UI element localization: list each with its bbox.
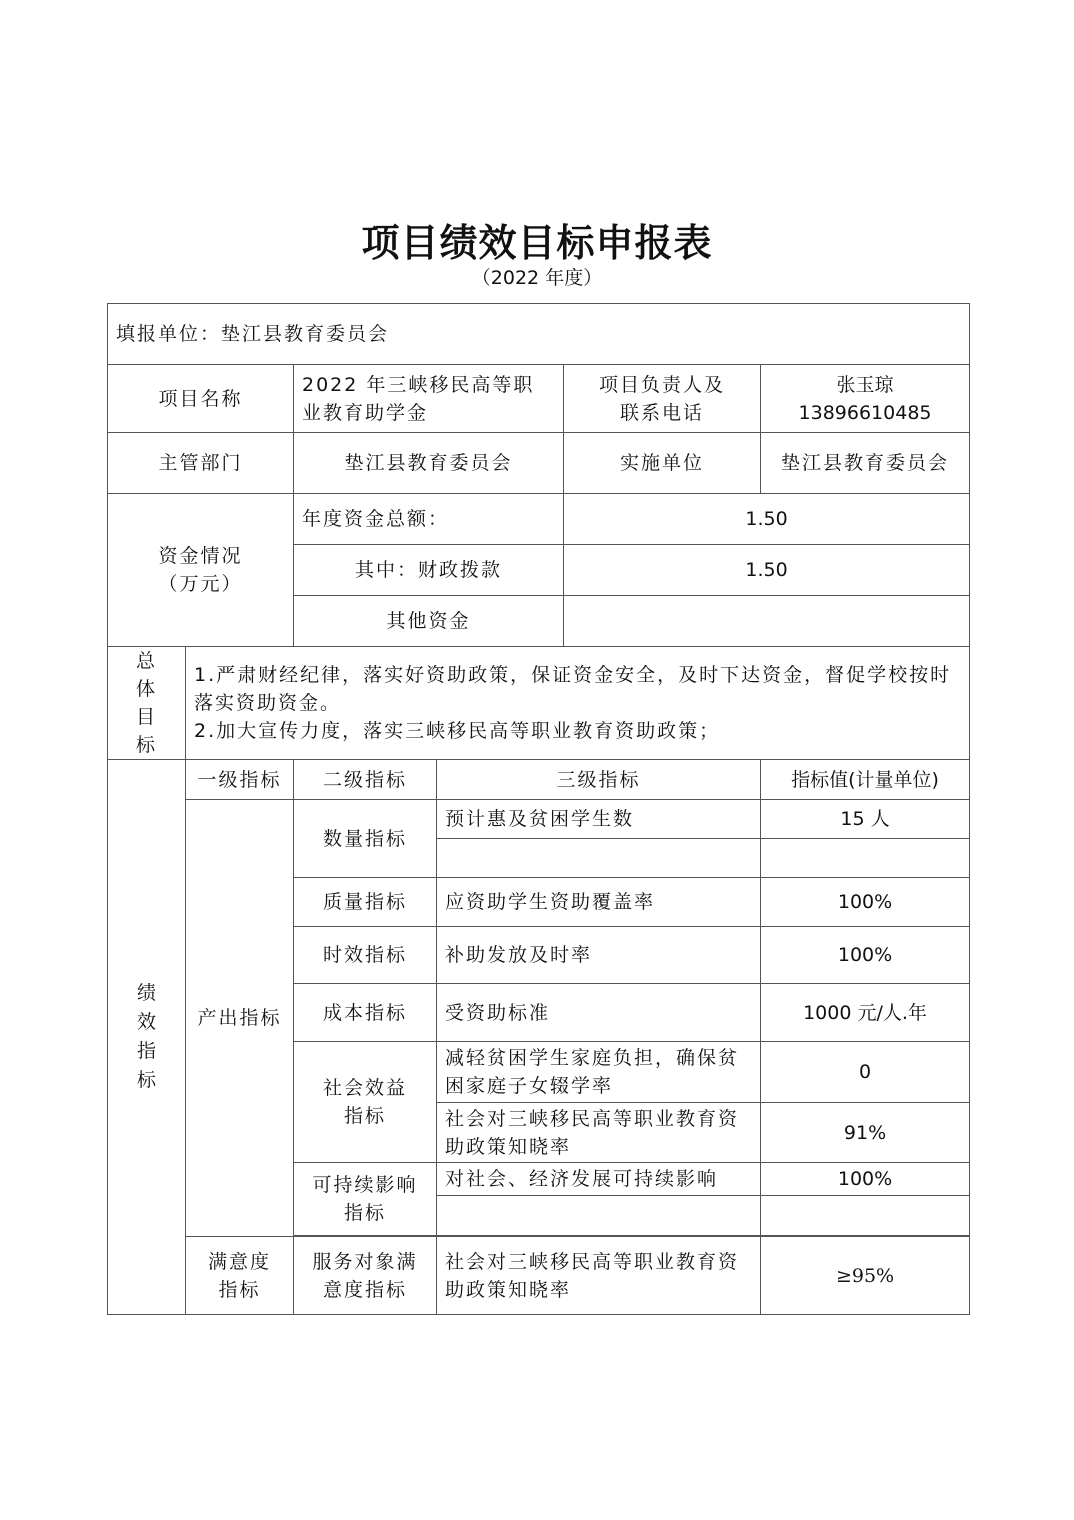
goal-text-1: 1.严肃财经纪律，落实好资助政策，保证资金安全，及时下达资金，督促学校按时落实资助资金。 bbox=[194, 664, 952, 714]
timeliness-value: 100% bbox=[761, 927, 970, 984]
value-header: 指标值(计量单位) bbox=[761, 760, 970, 800]
quantity-l3: 预计惠及贫困学生数 bbox=[437, 800, 761, 839]
dept-row bbox=[108, 433, 970, 494]
funds-other-value bbox=[564, 596, 970, 647]
quantity-empty-l3 bbox=[437, 839, 761, 878]
project-owner-label: 项目负责人及联系电话 bbox=[564, 365, 761, 433]
funds-other-label: 其他资金 bbox=[294, 596, 564, 647]
satisfaction-row bbox=[108, 1237, 970, 1315]
social-label: 社会效益指标 bbox=[294, 1042, 437, 1163]
social-l3-2: 社会对三峡移民高等职业教育资助政策知晓率 bbox=[437, 1103, 761, 1163]
perf-label: 绩效指标 bbox=[108, 760, 186, 1315]
funds-total-value: 1.50 bbox=[564, 494, 970, 545]
project-name-label: 项目名称 bbox=[108, 365, 294, 433]
dept-label: 主管部门 bbox=[108, 433, 294, 494]
quantity-empty-value bbox=[761, 839, 970, 878]
dept-value: 垫江县教育委员会 bbox=[294, 433, 564, 494]
social-value-1: 0 bbox=[761, 1042, 970, 1103]
level2-header: 二级指标 bbox=[294, 760, 437, 800]
quantity-value: 15 人 bbox=[761, 800, 970, 839]
funds-fiscal-value: 1.50 bbox=[564, 545, 970, 596]
document-title: 项目绩效目标申报表 bbox=[361, 220, 713, 265]
impl-unit-label: 实施单位 bbox=[564, 433, 761, 494]
quantity-label: 数量指标 bbox=[294, 800, 437, 878]
funds-total-row bbox=[108, 494, 970, 545]
cost-l3: 受资助标准 bbox=[437, 984, 761, 1042]
project-row bbox=[108, 365, 970, 433]
quantity-row bbox=[108, 800, 970, 839]
perf-header-row bbox=[108, 760, 970, 800]
cost-label: 成本指标 bbox=[294, 984, 437, 1042]
sustain-value: 100% bbox=[761, 1163, 970, 1196]
funds-total-label: 年度资金总额： bbox=[294, 494, 564, 545]
goal-label: 总体目标 bbox=[108, 647, 186, 760]
quality-label: 质量指标 bbox=[294, 878, 437, 927]
sustain-label: 可持续影响指标 bbox=[294, 1163, 437, 1236]
goal-text bbox=[186, 647, 970, 760]
performance-form-table bbox=[107, 303, 970, 1315]
sustain-l3: 对社会、经济发展可持续影响 bbox=[437, 1163, 761, 1196]
goal-row bbox=[108, 647, 970, 760]
level3-header: 三级指标 bbox=[437, 760, 761, 800]
satisfaction-l3: 社会对三峡移民高等职业教育资助政策知晓率 bbox=[437, 1237, 761, 1315]
timeliness-label: 时效指标 bbox=[294, 927, 437, 984]
filing-unit-row bbox=[108, 304, 970, 365]
satisfaction-l1: 满意度指标 bbox=[186, 1237, 294, 1315]
project-name-value: 2022 年三峡移民高等职业教育助学金 bbox=[294, 365, 564, 433]
funds-label: 资金情况（万元） bbox=[108, 494, 294, 647]
timeliness-l3: 补助发放及时率 bbox=[437, 927, 761, 984]
satisfaction-l2: 服务对象满意度指标 bbox=[294, 1237, 437, 1315]
output-indicator-label: 产出指标 bbox=[186, 800, 294, 1237]
quality-value: 100% bbox=[761, 878, 970, 927]
level1-header: 一级指标 bbox=[186, 760, 294, 800]
document-subtitle: （2022 年度） bbox=[471, 267, 603, 289]
sustain-empty-value bbox=[761, 1196, 970, 1236]
social-value-2: 91% bbox=[761, 1103, 970, 1163]
satisfaction-value: ≥95% bbox=[761, 1237, 970, 1315]
funds-fiscal-label: 其中：财政拨款 bbox=[294, 545, 564, 596]
filing-unit: 填报单位：垫江县教育委员会 bbox=[108, 304, 970, 365]
quality-l3: 应资助学生资助覆盖率 bbox=[437, 878, 761, 927]
cost-value: 1000 元/人.年 bbox=[761, 984, 970, 1042]
social-l3-1: 减轻贫困学生家庭负担，确保贫困家庭子女辍学率 bbox=[437, 1042, 761, 1103]
impl-unit-value: 垫江县教育委员会 bbox=[761, 433, 970, 494]
goal-text-2: 2.加大宣传力度，落实三峡移民高等职业教育资助政策； bbox=[194, 720, 721, 742]
sustain-empty-l3 bbox=[437, 1196, 761, 1236]
project-owner-value: 张玉琼 13896610485 bbox=[761, 365, 970, 433]
